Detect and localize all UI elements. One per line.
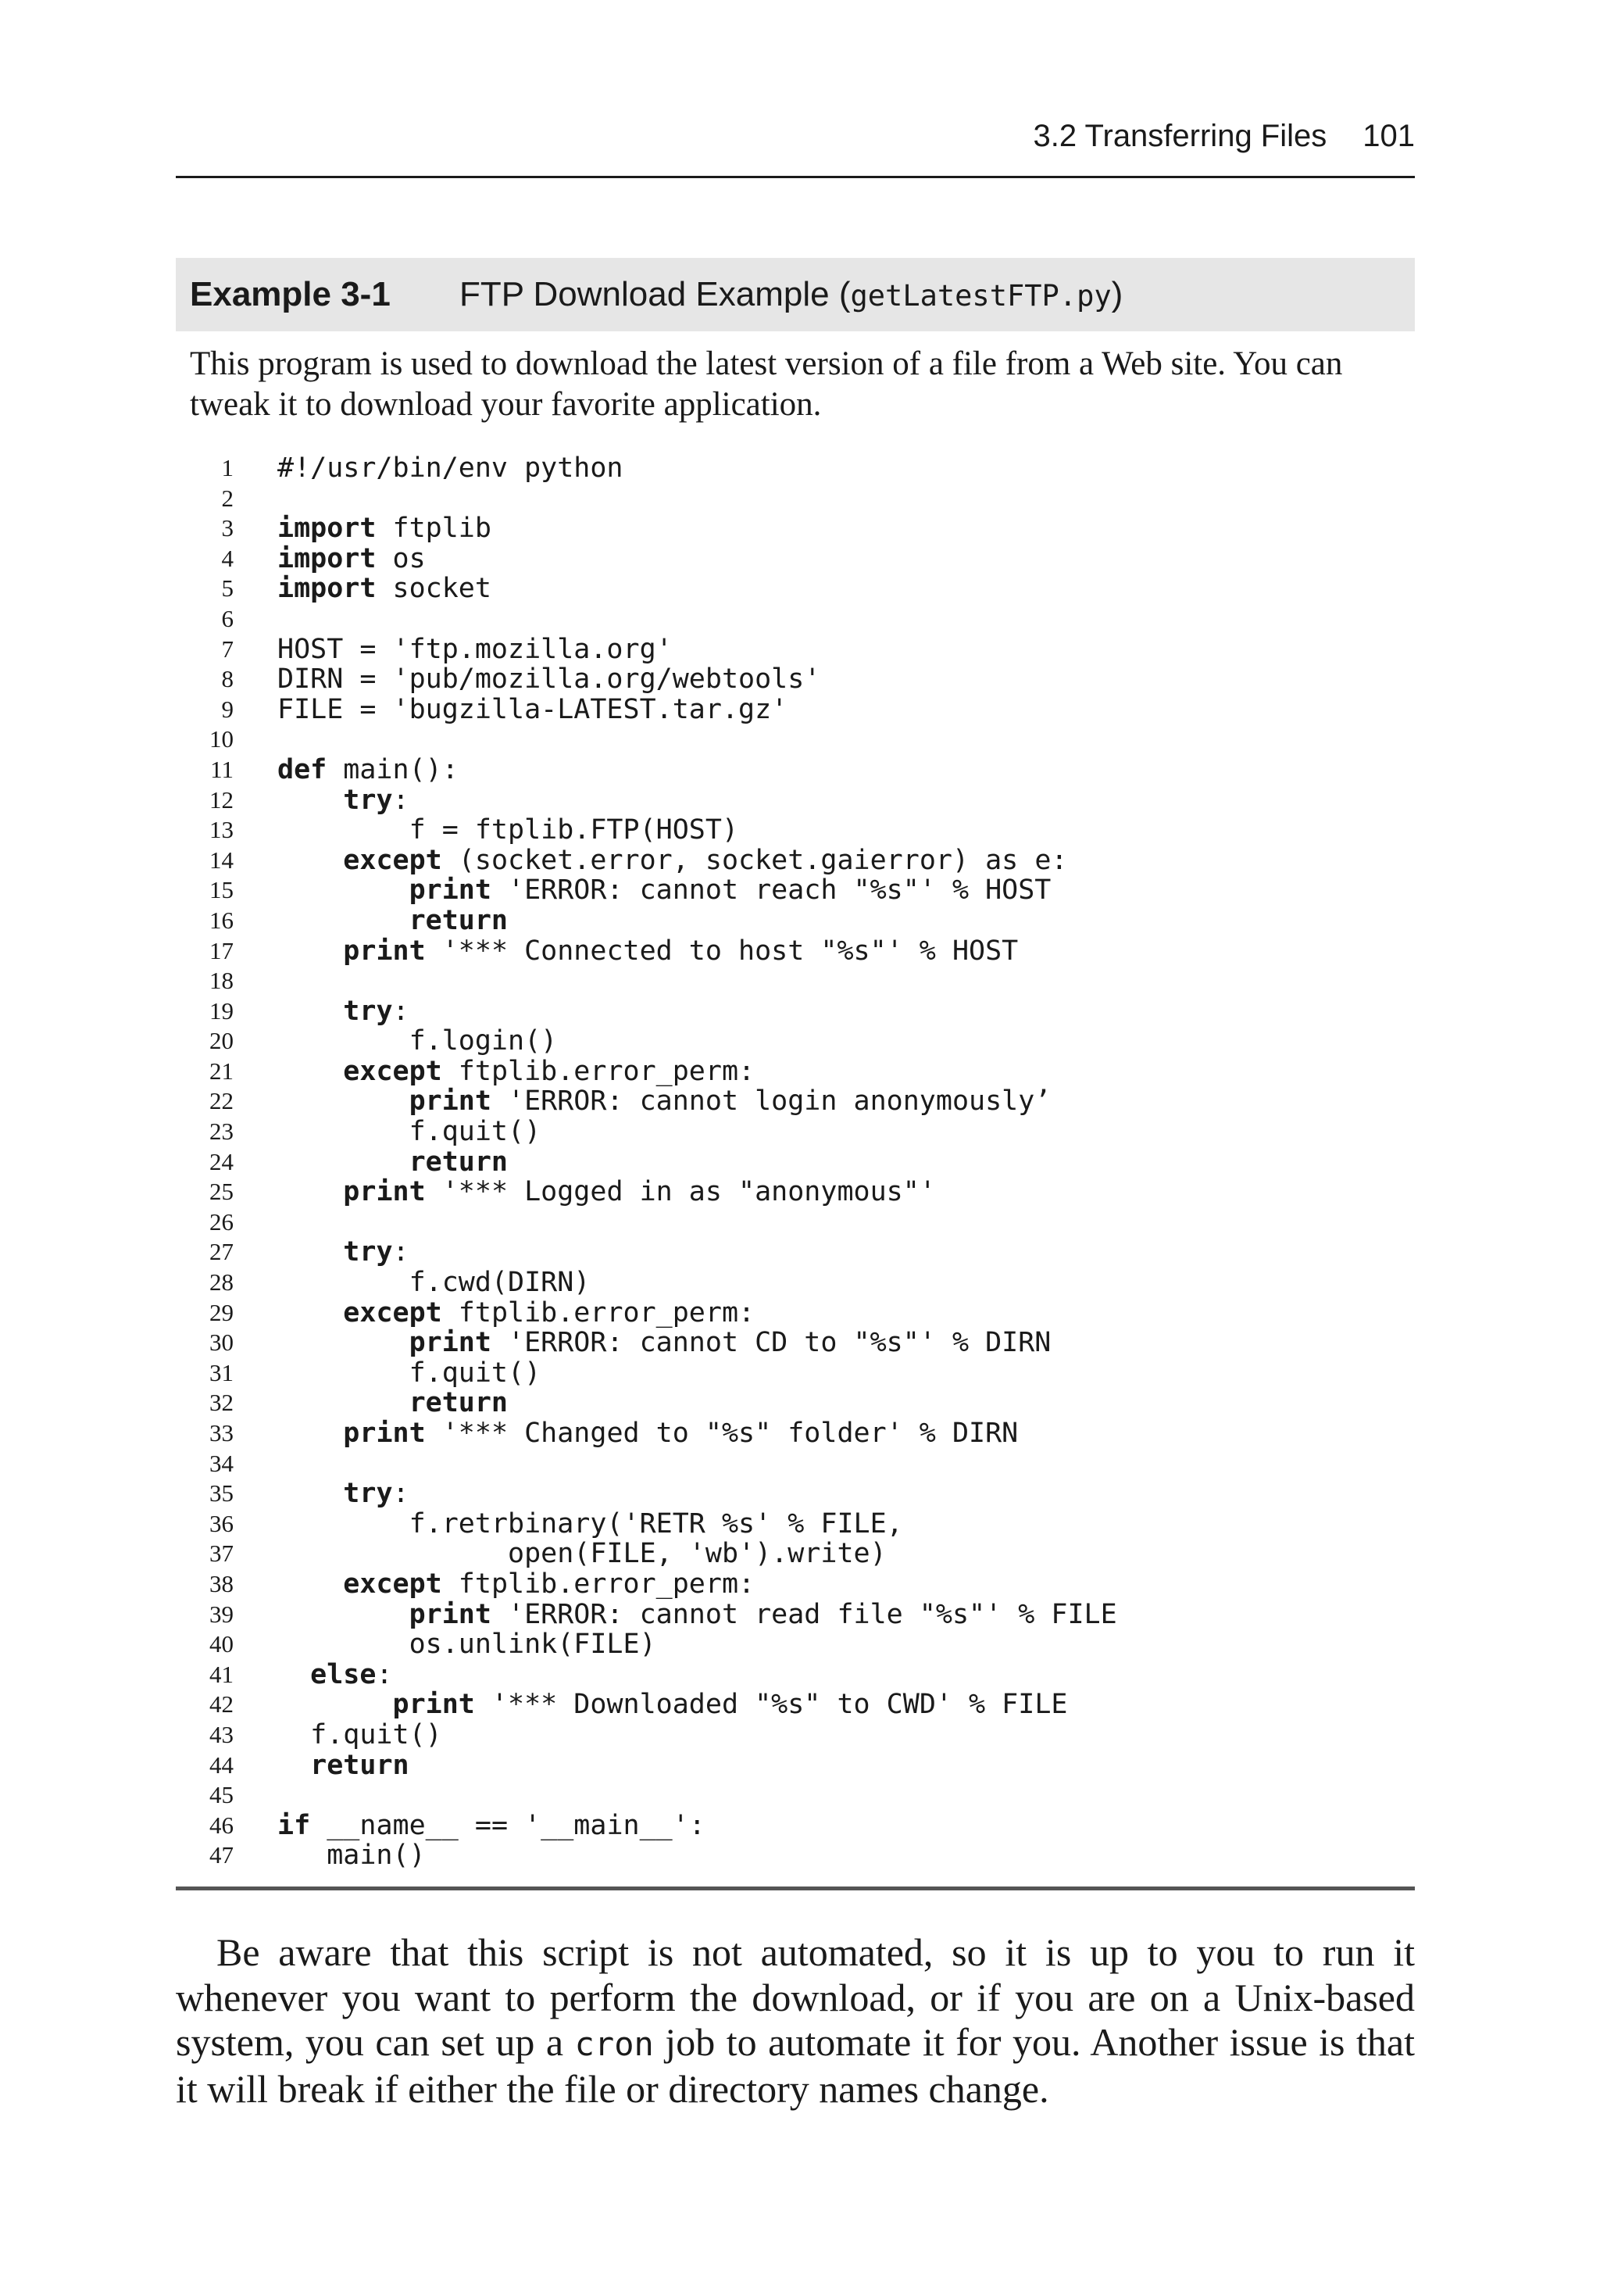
line-number: 35 [209, 1479, 234, 1507]
code-text [277, 1539, 887, 1569]
code-token: DIRN = 'pub/mozilla.org/webtools' [277, 663, 821, 696]
line-number: 42 [209, 1690, 234, 1718]
code-text [277, 695, 788, 725]
listing-end-rule [176, 1887, 1415, 1890]
code-keyword: except [343, 1568, 442, 1600]
example-caption-box [176, 258, 1415, 331]
code-line [176, 1840, 1415, 1871]
line-number: 29 [209, 1298, 234, 1326]
code-token: ftplib.error_perm: [441, 1296, 755, 1329]
code-token: 'ERROR: cannot login anonymously’ [491, 1085, 1052, 1118]
code-line [176, 996, 1415, 1027]
line-number: 32 [209, 1389, 234, 1417]
code-line [176, 1328, 1415, 1358]
code-keyword: return [310, 1749, 409, 1781]
code-text [277, 453, 623, 484]
code-token: : [392, 1236, 409, 1268]
code-keyword: print [392, 1689, 475, 1721]
line-number: 28 [209, 1268, 234, 1296]
code-line [176, 1418, 1415, 1449]
code-token [277, 1659, 310, 1690]
line-number: 41 [209, 1660, 234, 1688]
code-text [277, 815, 738, 846]
code-token: 'ERROR: cannot read file "%s"' % FILE [491, 1598, 1117, 1630]
code-keyword: return [409, 904, 509, 936]
code-token [277, 935, 343, 967]
code-text [277, 1026, 557, 1057]
line-number: 8 [221, 665, 234, 693]
body-paragraph [176, 1930, 1415, 2112]
code-line [176, 1268, 1415, 1298]
code-token: '*** Logged in as "anonymous"' [425, 1176, 936, 1208]
code-line [176, 1117, 1415, 1147]
line-number: 26 [209, 1207, 234, 1236]
code-token: socket [376, 573, 491, 605]
code-token [277, 874, 409, 906]
code-line [176, 604, 1415, 635]
line-number: 46 [209, 1811, 234, 1839]
code-line [176, 1660, 1415, 1690]
code-token: f.login() [277, 1025, 558, 1057]
line-number: 13 [209, 816, 234, 844]
code-token: ftplib.error_perm: [441, 1055, 755, 1087]
code-keyword: import [277, 573, 377, 605]
code-token: : [376, 1658, 393, 1690]
code-token [277, 1599, 409, 1630]
code-text [277, 574, 491, 604]
line-number: 38 [209, 1569, 234, 1597]
code-text [277, 785, 409, 816]
code-token [277, 1056, 343, 1087]
code-line [176, 1177, 1415, 1207]
code-token [277, 1146, 409, 1178]
code-line [176, 1720, 1415, 1751]
code-line [176, 1539, 1415, 1569]
code-text [277, 1690, 1067, 1720]
code-text [277, 1268, 590, 1298]
code-line [176, 1388, 1415, 1418]
code-token [277, 1568, 343, 1600]
line-number: 33 [209, 1419, 234, 1447]
line-number: 23 [209, 1118, 234, 1146]
code-text [277, 1358, 541, 1389]
code-token: os.unlink(FILE) [277, 1629, 656, 1661]
code-line [176, 1600, 1415, 1630]
line-number: 20 [209, 1027, 234, 1055]
code-token [277, 1750, 310, 1781]
code-text [277, 1509, 903, 1540]
code-text [277, 1840, 426, 1871]
code-token: ftplib.error_perm: [441, 1568, 755, 1600]
example-label: Example 3-1 [190, 275, 391, 313]
code-text [277, 1147, 508, 1178]
code-text [277, 1600, 1117, 1630]
code-keyword: import [277, 542, 377, 574]
line-number: 6 [221, 604, 234, 632]
code-keyword: except [343, 1055, 442, 1087]
code-token: 'ERROR: cannot reach "%s"' % HOST [491, 874, 1052, 907]
code-keyword: print [409, 1327, 491, 1359]
code-text [277, 1629, 656, 1660]
code-token [277, 1236, 343, 1268]
code-keyword: return [409, 1387, 509, 1419]
code-token: : [392, 784, 409, 816]
code-token: 'ERROR: cannot CD to "%s"' % DIRN [491, 1327, 1052, 1359]
code-keyword: if [277, 1809, 311, 1841]
code-text [277, 996, 409, 1027]
code-keyword: print [343, 935, 426, 967]
line-number: 12 [209, 785, 234, 814]
code-token: (socket.error, socket.gaierror) as e: [441, 844, 1068, 876]
code-token: #!/usr/bin/env python [277, 452, 623, 484]
line-number: 18 [209, 967, 234, 995]
code-line [176, 1026, 1415, 1057]
code-line [176, 1207, 1415, 1238]
running-header [176, 117, 1415, 178]
code-token [277, 996, 343, 1027]
code-token [277, 1176, 343, 1207]
code-text [277, 875, 1051, 906]
code-line [176, 1147, 1415, 1178]
code-line [176, 1629, 1415, 1660]
code-token: main(): [327, 753, 459, 785]
example-title-close: ) [1111, 275, 1123, 313]
code-line [176, 484, 1415, 514]
code-line [176, 695, 1415, 725]
inline-code-cron: cron [574, 2025, 654, 2063]
code-line [176, 906, 1415, 936]
line-number: 2 [221, 484, 234, 512]
line-number: 17 [209, 936, 234, 964]
code-text [277, 1660, 393, 1690]
line-number: 39 [209, 1600, 234, 1628]
line-number: 22 [209, 1087, 234, 1115]
code-line [176, 1358, 1415, 1389]
line-number: 10 [209, 725, 234, 753]
code-line [176, 664, 1415, 695]
code-line [176, 1569, 1415, 1600]
line-number: 21 [209, 1057, 234, 1085]
code-keyword: print [409, 1085, 491, 1118]
code-token: f.quit() [277, 1116, 541, 1148]
code-text [277, 1720, 442, 1751]
code-keyword: try [343, 1236, 393, 1268]
code-line [176, 1509, 1415, 1540]
code-token: f.quit() [277, 1718, 442, 1751]
code-keyword: print [343, 1418, 426, 1449]
code-keyword: else [310, 1658, 377, 1690]
code-text [277, 1811, 705, 1841]
code-text [277, 1086, 1051, 1117]
example-filename: getLatestFTP.py [850, 279, 1112, 313]
code-keyword: try [343, 995, 393, 1027]
code-keyword: try [343, 784, 393, 816]
line-number: 3 [221, 514, 234, 542]
code-keyword: return [409, 1146, 509, 1178]
line-number: 15 [209, 876, 234, 904]
code-line [176, 1086, 1415, 1117]
code-line [176, 544, 1415, 574]
code-text [277, 1569, 755, 1600]
code-line [176, 1811, 1415, 1841]
code-token [277, 1387, 409, 1418]
code-token: open(FILE, 'wb').write) [277, 1538, 887, 1570]
code-text [277, 1057, 755, 1087]
code-token [277, 1418, 343, 1449]
code-line [176, 966, 1415, 996]
code-token [277, 785, 343, 816]
line-number: 44 [209, 1751, 234, 1779]
code-line [176, 785, 1415, 816]
code-token: : [392, 1478, 409, 1510]
code-text [277, 1418, 1018, 1449]
line-number: 37 [209, 1540, 234, 1568]
body-text-end: job to automate it for you. Another issue is that it will break if either the file or directory names change. [176, 2020, 1415, 2111]
code-token: f = ftplib.FTP(HOST) [277, 814, 739, 846]
code-keyword: try [343, 1478, 393, 1510]
line-number: 4 [221, 544, 234, 572]
code-line [176, 453, 1415, 484]
code-keyword: print [409, 1598, 491, 1630]
code-keyword: def [277, 753, 327, 785]
code-token: f.cwd(DIRN) [277, 1267, 591, 1299]
code-line [176, 1479, 1415, 1509]
code-token [277, 1085, 409, 1117]
line-number: 25 [209, 1178, 234, 1206]
code-line [176, 936, 1415, 967]
code-line [176, 724, 1415, 755]
code-keyword: print [409, 874, 491, 907]
code-token: '*** Changed to "%s" folder' % DIRN [425, 1418, 1019, 1449]
code-text [277, 1328, 1051, 1358]
code-keyword: print [343, 1176, 426, 1208]
code-line [176, 875, 1415, 906]
code-token: : [392, 995, 409, 1027]
code-token: FILE = 'bugzilla-LATEST.tar.gz' [277, 693, 788, 725]
code-line [176, 846, 1415, 876]
code-text [277, 513, 491, 544]
line-number: 27 [209, 1238, 234, 1266]
code-text [277, 755, 459, 785]
line-number: 5 [221, 574, 234, 603]
line-number: 47 [209, 1841, 234, 1869]
code-keyword: except [343, 844, 442, 876]
code-line [176, 1237, 1415, 1268]
code-text [277, 1388, 508, 1418]
line-number: 19 [209, 996, 234, 1025]
code-token [277, 1297, 343, 1329]
line-number: 43 [209, 1720, 234, 1748]
line-number: 40 [209, 1630, 234, 1658]
code-line [176, 1690, 1415, 1720]
line-number: 11 [210, 755, 234, 783]
code-line [176, 1449, 1415, 1479]
code-token: f.retrbinary('RETR %s' % FILE, [277, 1507, 903, 1540]
code-line [176, 513, 1415, 544]
code-token: main() [277, 1840, 426, 1872]
code-keyword: import [277, 513, 377, 545]
code-line [176, 635, 1415, 665]
code-line [176, 815, 1415, 846]
code-token: os [376, 542, 426, 574]
line-number: 30 [209, 1329, 234, 1357]
line-number: 1 [221, 454, 234, 481]
code-line [176, 1751, 1415, 1781]
code-text [277, 1298, 755, 1329]
line-number: 9 [221, 695, 234, 723]
line-number: 36 [209, 1509, 234, 1537]
code-token [277, 905, 409, 936]
code-token: ftplib [376, 513, 491, 545]
code-text [277, 544, 426, 574]
code-line [176, 1057, 1415, 1087]
line-number: 45 [209, 1781, 234, 1809]
line-number: 16 [209, 906, 234, 934]
line-number: 14 [209, 846, 234, 874]
code-text [277, 1237, 409, 1268]
code-line [176, 1298, 1415, 1329]
example-title-text: FTP Download Example ( [459, 275, 851, 313]
code-listing [176, 453, 1415, 1871]
code-token [277, 1478, 343, 1509]
code-text [277, 1751, 409, 1781]
code-text [277, 664, 820, 695]
code-text [277, 906, 508, 936]
code-text [277, 936, 1018, 967]
code-line [176, 1780, 1415, 1811]
code-line [176, 755, 1415, 785]
code-token: f.quit() [277, 1357, 541, 1389]
body-text-start: Be aware that this script is not automated, so it is up to you to run it whenever you want to perform the download, or if you are on a Unix-based system, you can set up a [176, 1930, 1415, 2064]
code-text [277, 1117, 541, 1147]
code-keyword: except [343, 1296, 442, 1329]
code-token: HOST = 'ftp.mozilla.org' [277, 633, 673, 665]
line-number: 31 [209, 1358, 234, 1386]
code-text [277, 1479, 409, 1509]
code-line [176, 574, 1415, 604]
section-title: 3.2 Transferring Files [1033, 119, 1327, 153]
code-token [277, 1689, 393, 1720]
line-number: 24 [209, 1147, 234, 1175]
code-token [277, 845, 343, 876]
code-token: '*** Downloaded "%s" to CWD' % FILE [474, 1689, 1068, 1721]
code-text [277, 846, 1067, 876]
code-token: '*** Connected to host "%s"' % HOST [425, 935, 1019, 967]
line-number: 7 [221, 635, 234, 663]
page-number: 101 [1362, 119, 1415, 153]
code-text [277, 635, 673, 665]
example-title [459, 275, 1123, 314]
code-text [277, 1177, 936, 1207]
example-description: This program is used to download the latest version of a file from a Web site. You can tweak it to download your favorite application. [190, 345, 1343, 423]
line-number: 34 [209, 1449, 234, 1477]
code-token: __name__ == '__main__': [310, 1809, 705, 1841]
code-token [277, 1327, 409, 1358]
